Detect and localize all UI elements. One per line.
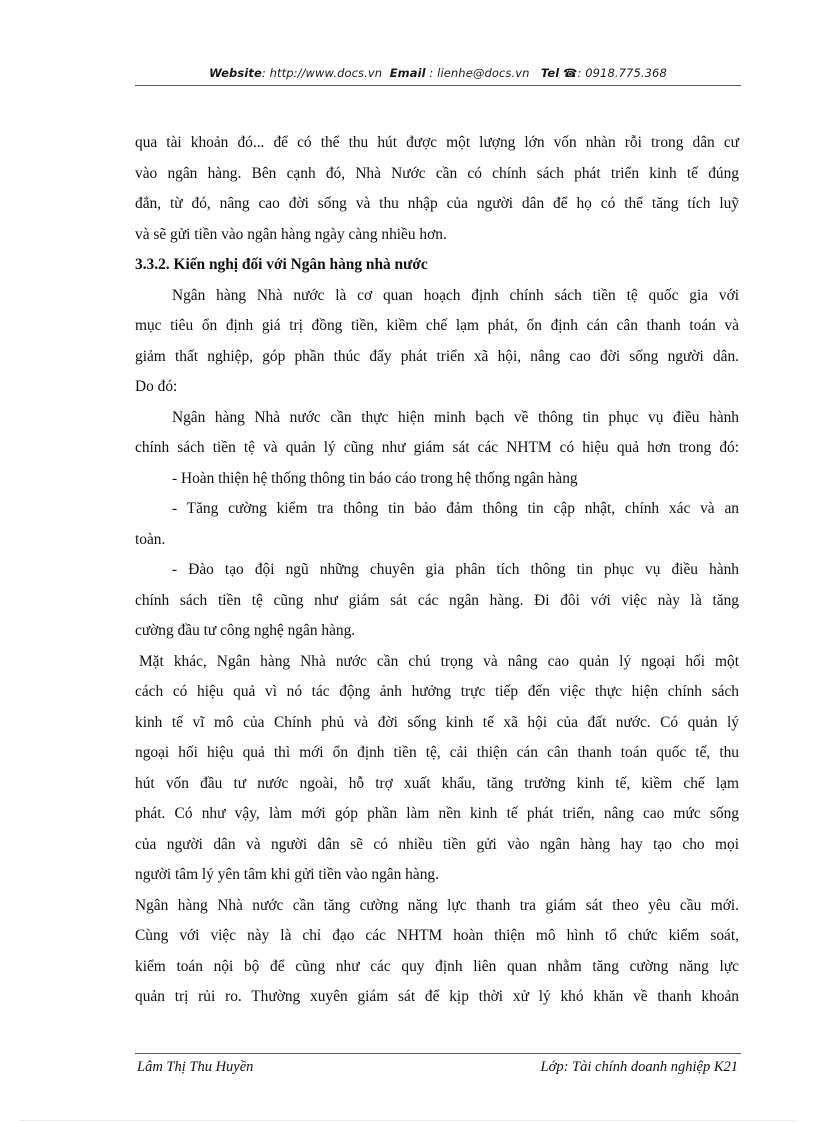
- text-line: người tâm lý yên tâm khi gửi tiền vào ngân hàng.: [135, 866, 439, 883]
- text-line: Ngân hàng Nhà nước cần thực hiện minh bạch về thông tin phục vụ điều hành: [172, 408, 739, 426]
- text-line: vào ngân hàng. Bên cạnh đó, Nhà Nước cần có chính sách phát triển kinh tế đúng: [135, 164, 739, 182]
- text-line: qua tài khoản đó... để có thể thu hút được một lượng lớn vốn nhàn rỗi trong dân cư: [135, 134, 739, 151]
- tel-value: : 0918.775.368: [577, 66, 667, 80]
- page-header: [135, 66, 741, 80]
- phone-icon: ☎: [563, 66, 578, 80]
- text-line: Do đó:: [135, 378, 178, 395]
- list-item: - Hoàn thiện hệ thống thông tin báo cáo trong hệ thống ngân hàng: [172, 469, 578, 487]
- text-line: Mặt khác, Ngân hàng Nhà nước cần chú trọng và nâng cao quản lý ngoại hối một: [139, 652, 739, 670]
- website-link[interactable]: : http://www.docs.vn: [261, 66, 383, 80]
- text-line: ngoại hối hiệu quả thì mới ổn định tiền tệ, cải thiện cán cân thanh toán quốc tế, thu: [135, 744, 739, 761]
- tel-label: Tel: [540, 66, 560, 80]
- text-line: kiểm toán nội bộ để cũng như các quy định liên quan nhằm tăng cường năng lực: [135, 957, 739, 975]
- text-line: và sẽ gửi tiền vào ngân hàng ngày càng nhiều hơn.: [135, 225, 447, 243]
- text-line: Ngân hàng Nhà nước cần tăng cường năng lực thanh tra giám sát theo yêu cầu mới.: [135, 896, 739, 914]
- email-link[interactable]: : lienhe@docs.vn: [425, 66, 530, 80]
- text-line: cách có hiệu quả vì nó tác động ảnh hưởng trực tiếp đến việc thực hiện chính sách: [135, 683, 739, 700]
- document-body: [135, 128, 739, 1013]
- text-line: toàn.: [135, 530, 166, 548]
- list-item: - Tăng cường kiểm tra thông tin bảo đảm thông tin cập nhật, chính xác và an: [172, 500, 739, 517]
- text-line: chính sách tiền tệ cũng như giám sát các ngân hàng. Đi đôi với việc này là tăng: [135, 591, 739, 609]
- text-line: mục tiêu ổn định giá trị đồng tiền, kiềm chế lạm phát, ổn định cán cân thanh toán và: [135, 317, 739, 334]
- text-line: phát. Có như vậy, làm mới góp phần làm nền kinh tế phát triển, nâng cao mức sống: [135, 805, 739, 822]
- website-label: Website: [209, 66, 262, 80]
- page-edge: [20, 1120, 796, 1121]
- footer-divider: [135, 1053, 741, 1054]
- text-line: cường đầu tư công nghệ ngân hàng.: [135, 622, 356, 639]
- text-line: kinh tế vĩ mô của Chính phủ và đời sống kinh tế xã hội của đất nước. Có quản lý: [135, 713, 739, 731]
- email-label: Email: [389, 66, 426, 80]
- footer-class: Lớp: Tài chính doanh nghiệp K21: [540, 1059, 738, 1075]
- text-line: chính sách tiền tệ và quản lý cũng như giám sát các NHTM có hiệu quả hơn trong đó:: [135, 439, 739, 456]
- text-line: Cùng với việc này là chỉ đạo các NHTM hoàn thiện mô hình tổ chức kiểm soát,: [135, 927, 739, 944]
- text-line: quản trị rủi ro. Thường xuyên giám sát để kịp thời xử lý khó khăn về thanh khoản: [135, 988, 739, 1005]
- text-line: của người dân và người dân sẽ có nhiều tiền gửi vào ngân hàng hay tạo cho mọi: [135, 835, 739, 853]
- header-divider: [135, 85, 741, 86]
- section-heading: 3.3.2. Kiến nghị đối với Ngân hàng nhà nước: [135, 256, 428, 273]
- footer-author: Lâm Thị Thu Huyền: [137, 1059, 254, 1075]
- text-line: đắn, từ đó, nâng cao đời sống và thu nhập của người dân để họ có thể tăng tích luỹ: [135, 195, 739, 212]
- list-item: - Đào tạo đội ngũ những chuyên gia phân tích thông tin phục vụ điều hành: [172, 561, 739, 578]
- text-line: hút vốn đầu tư nước ngoài, hỗ trợ xuất khẩu, tăng trưởng kinh tế, kiềm chế lạm: [135, 774, 739, 792]
- text-line: Ngân hàng Nhà nước là cơ quan hoạch định chính sách tiền tệ quốc gia với: [172, 286, 739, 304]
- text-line: giảm thất nghiệp, góp phần thúc đẩy phát triển xã hội, nâng cao đời sống người dân.: [135, 347, 739, 365]
